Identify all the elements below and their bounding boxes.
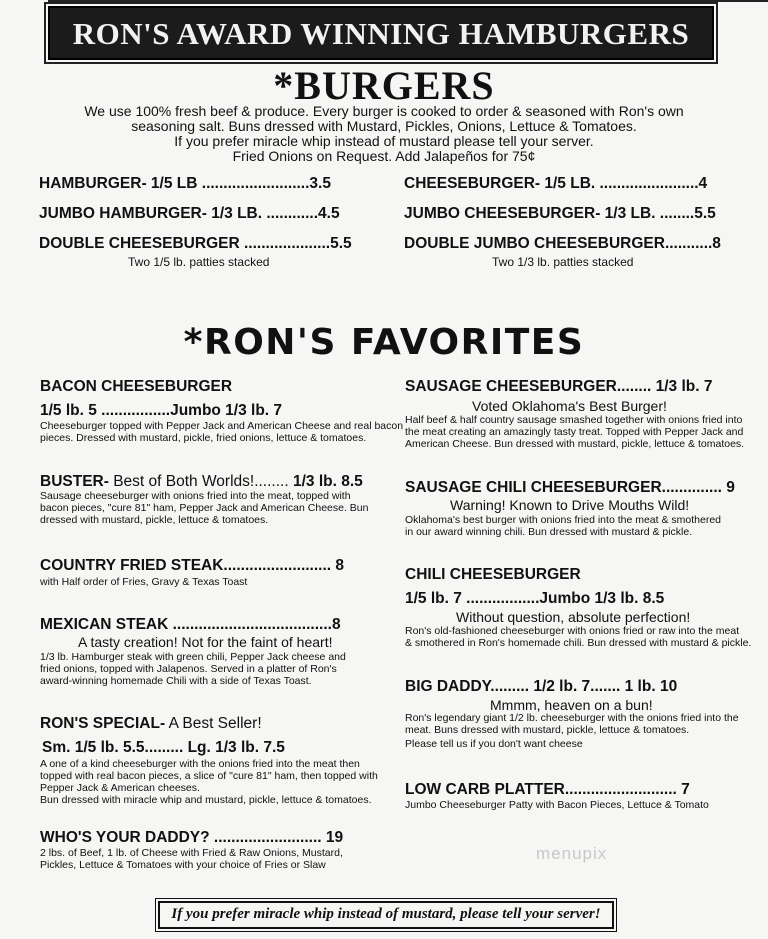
daddy-desc-line: 2 lbs. of Beef, 1 lb. of Cheese with Fried & Raw Onions, Mustard, xyxy=(40,847,343,859)
menu-item-double-cheeseburger: DOUBLE CHEESEBURGER ....................5.5 xyxy=(39,235,352,252)
bacon-cheeseburger-sizes: 1/5 lb. 5 ................Jumbo 1/3 lb. 7 xyxy=(40,402,283,419)
buster-desc-line: Sausage cheeseburger with onions fried into the meat, topped with xyxy=(40,490,351,502)
top-rule xyxy=(48,0,768,2)
sausage-desc-line: American Cheese. Bun dressed with mustard, pickle, lettuce & tomatoes. xyxy=(405,438,745,450)
country-desc: with Half order of Fries, Gravy & Texas Toast xyxy=(40,576,248,588)
special-desc-line: A one of a kind cheeseburger with the onions fried into the meat then xyxy=(40,758,360,770)
double-cheeseburger-note: Two 1/5 lb. patties stacked xyxy=(128,255,270,269)
burgers-intro-line: seasoning salt. Buns dressed with Mustard, Pickles, Onions, Lettuce & Tomatoes. xyxy=(131,118,637,134)
footer-text: If you prefer miracle whip instead of mustard, please tell your server! xyxy=(171,906,601,922)
mexican-desc-line: award-winning homemade Chili with a side of Texas Toast. xyxy=(40,675,312,687)
title-banner xyxy=(48,6,714,60)
menu-item-big-daddy: BIG DADDY......... 1/2 lb. 7....... 1 lb. 10 xyxy=(405,678,678,695)
burgers-heading: *BURGERS xyxy=(273,63,495,108)
footer-notice xyxy=(158,901,614,929)
buster-name: BUSTER- xyxy=(40,473,109,490)
menu-item-jumbo-hamburger: JUMBO HAMBURGER- 1/3 LB. ............4.5 xyxy=(39,205,340,222)
menu-item-low-carb-platter: LOW CARB PLATTER.......................... 7 xyxy=(405,781,690,798)
special-desc-line: Pepper Jack & American cheeses. xyxy=(40,782,200,794)
daddy-desc-line: Pickles, Lettuce & Tomatoes with your choice of Fries or Slaw xyxy=(40,859,326,871)
sausage-chili-desc-line: in our award winning chili. Bun dressed with mustard & pickle. xyxy=(405,526,693,538)
menu-item-jumbo-cheeseburger: JUMBO CHEESEBURGER- 1/3 LB. ........5.5 xyxy=(404,205,716,222)
buster-desc-line: bacon pieces, "cure 81" ham, Pepper Jack and American Cheese. Bun xyxy=(40,502,369,514)
menupix-watermark: menupix xyxy=(536,844,608,863)
big-daddy-tagline: Mmmm, heaven on a bun! xyxy=(490,697,653,713)
menu-item-whos-your-daddy: WHO'S YOUR DADDY? ......................... 19 xyxy=(40,829,344,846)
menu-item-chili-cheeseburger: CHILI CHEESEBURGER xyxy=(405,566,581,583)
chili-desc-line: & smothered in Ron's homemade chili. Bun dressed with mustard & pickle. xyxy=(405,637,752,649)
sausage-tagline: Voted Oklahoma's Best Burger! xyxy=(472,398,667,414)
menu-item-country-fried-steak: COUNTRY FRIED STEAK......................... 8 xyxy=(40,557,345,574)
special-desc-line: Bun dressed with miracle whip and mustard, pickle, lettuce & tomatoes. xyxy=(40,794,372,806)
big-daddy-desc-line: Ron's legendary giant 1/2 lb. cheeseburger with the onions fried into the xyxy=(405,712,739,724)
menu-item-rons-special xyxy=(40,715,262,733)
menu-item-double-jumbo-cheeseburger: DOUBLE JUMBO CHEESEBURGER...........8 xyxy=(404,235,721,252)
sausage-chili-desc-line: Oklahoma's best burger with onions fried into the meat & smothered xyxy=(405,514,721,526)
menu-item-mexican-steak: MEXICAN STEAK .....................................8 xyxy=(40,616,341,633)
special-desc-line: topped with real bacon pieces, a slice of "cure 81" ham, then topped with xyxy=(40,770,378,782)
chili-desc-line: Ron's old-fashioned cheeseburger with onions fried or raw into the meat xyxy=(405,625,740,637)
buster-desc-line: dressed with mustard, pickle, lettuce & tomatoes. xyxy=(40,514,269,526)
menu-item-cheeseburger: CHEESEBURGER- 1/5 LB. .......................4 xyxy=(404,175,708,192)
chili-cheeseburger-sizes: 1/5 lb. 7 .................Jumbo 1/3 lb. 8.5 xyxy=(405,590,665,607)
sausage-chili-tagline: Warning! Known to Drive Mouths Wild! xyxy=(450,497,690,513)
chili-tagline: Without question, absolute perfection! xyxy=(456,609,691,625)
burgers-intro-line: We use 100% fresh beef & produce. Every burger is cooked to order & seasoned with Ron's own xyxy=(84,103,684,119)
bacon-desc-line: Cheeseburger topped with Pepper Jack and American Cheese and real bacon xyxy=(40,420,404,432)
double-jumbo-note: Two 1/3 lb. patties stacked xyxy=(492,255,634,269)
restaurant-title: RON'S AWARD WINNING HAMBURGERS xyxy=(72,16,690,51)
menu-item-bacon-cheeseburger: BACON CHEESEBURGER xyxy=(40,378,233,395)
menu-item-sausage-cheeseburger: SAUSAGE CHEESEBURGER........ 1/3 lb. 7 xyxy=(405,378,713,395)
big-daddy-desc-line: Please tell us if you don't want cheese xyxy=(405,738,583,750)
buster-tagline: Best of Both Worlds!........ xyxy=(108,473,289,490)
favorites-heading: *RON'S FAVORITES xyxy=(183,322,585,363)
special-name: RON'S SPECIAL- xyxy=(40,715,166,732)
sausage-desc-line: the meat creating an amazingly tasty treat. Topped with Pepper Jack and xyxy=(405,426,744,438)
menu-item-buster xyxy=(40,473,363,491)
buster-price: 1/3 lb. 8.5 xyxy=(288,473,363,490)
low-carb-desc: Jumbo Cheeseburger Patty with Bacon Pieces, Lettuce & Tomato xyxy=(405,799,709,811)
special-tagline: A Best Seller! xyxy=(165,715,262,732)
sausage-desc-line: Half beef & half country sausage smashed together with onions fried into xyxy=(405,414,743,426)
menu-item-hamburger: HAMBURGER- 1/5 LB .........................3.5 xyxy=(39,175,331,192)
mexican-tagline: A tasty creation! Not for the faint of heart! xyxy=(78,634,333,650)
burgers-intro-line: If you prefer miracle whip instead of mustard please tell your server. xyxy=(174,133,594,149)
menu-item-sausage-chili-cheeseburger: SAUSAGE CHILI CHEESEBURGER.............. 9 xyxy=(405,479,735,496)
rons-special-sizes: Sm. 1/5 lb. 5.5......... Lg. 1/3 lb. 7.5 xyxy=(42,739,285,756)
bacon-desc-line: pieces. Dressed with mustard, pickle, fried onions, lettuce & tomatoes. xyxy=(40,432,367,444)
mexican-desc-line: fried onions, topped with Jalapenos. Served in a platter of Ron's xyxy=(40,663,337,675)
big-daddy-desc-line: meat. Buns dressed with mustard, pickle, lettuce & tomatoes. xyxy=(405,724,690,736)
burgers-intro-line: Fried Onions on Request. Add Jalapeños for 75¢ xyxy=(232,148,536,164)
mexican-desc-line: 1/3 lb. Hamburger steak with green chili, Pepper Jack cheese and xyxy=(40,651,346,663)
